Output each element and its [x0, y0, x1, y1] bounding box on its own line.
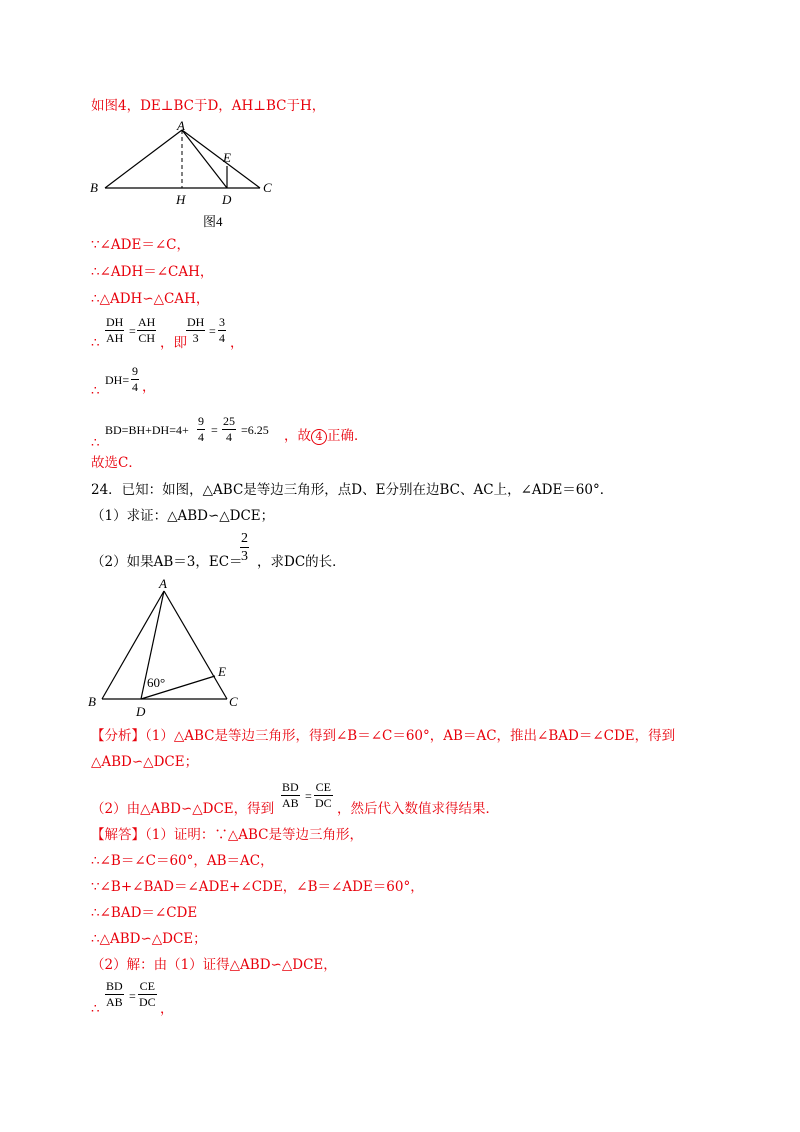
eq-sign-3: =: [211, 423, 218, 437]
intro-line: 如图4，DE⊥BC于D，AH⊥BC于H，: [91, 98, 326, 114]
frac-dh-ah: DH AH: [106, 315, 124, 345]
fig4-label-D: D: [222, 192, 232, 207]
analysis-frac-ce-dc: CE DC: [315, 780, 332, 810]
answer-frac-ce-dc: CE DC: [139, 979, 156, 1009]
fig4-label-A: A: [177, 118, 185, 133]
answer-tag: 【解答】: [91, 827, 145, 843]
frac-ah-ch: AH CH: [138, 315, 156, 345]
prev-therefore-2: ∴: [91, 383, 100, 399]
fig4-label-E: E: [223, 150, 231, 165]
analysis-line-3b: ，然后代入数值求得结果．: [337, 801, 499, 817]
answer-line-3: ∵∠B+∠BAD＝∠ADE+∠CDE，∠B＝∠ADE＝60°，: [91, 879, 424, 895]
bd-result: =6.25: [241, 423, 269, 437]
prev-line-1: ∵∠ADE＝∠C，: [91, 237, 190, 253]
fig24-label-D: D: [136, 704, 146, 719]
fig4-label-C: C: [263, 180, 272, 195]
eq-sign-1: =: [129, 324, 136, 338]
frac-9-4-b: 9 4: [198, 414, 204, 444]
analysis-line-2: △ABD∽△DCE；: [91, 754, 199, 770]
comma-1: ，: [230, 335, 244, 351]
fig24-label-E: E: [218, 664, 226, 679]
bd-prefix: BD=BH+DH=4+: [105, 423, 189, 437]
answer-line-4: ∴∠BAD＝∠CDE: [91, 905, 198, 921]
answer-line-5: ∴△ABD∽△DCE；: [91, 931, 207, 947]
eq-sign-2: =: [209, 324, 216, 338]
figure-24-diagram: [85, 576, 255, 721]
fig24-label-B: B: [88, 694, 96, 709]
answer-tail: ，: [160, 1001, 174, 1017]
frac-3-4: 3 4: [219, 315, 225, 345]
answer-frac-bd-ab: BD AB: [106, 979, 123, 1009]
analysis-eq: =: [305, 789, 312, 803]
ji-text: ，即: [160, 335, 187, 351]
q24-part1: （1）求证：△ABD∽△DCE；: [91, 508, 275, 524]
prev-therefore-3: ∴: [91, 435, 100, 451]
fig24-label-A: A: [159, 576, 167, 591]
answer-eq: =: [129, 989, 136, 1003]
frac-9-4-a: 9 4: [132, 364, 138, 394]
fig4-caption: 图4: [203, 214, 223, 229]
q24-frac-2-3: 2 3: [241, 531, 248, 564]
frac-25-4: 25 4: [223, 414, 235, 444]
q24-part2-a: （2）如果AB＝3，EC＝: [91, 554, 243, 570]
q24-stem: 24．已知：如图，△ABC是等边三角形，点D、E分别在边BC、AC上，∠ADE＝60°．: [91, 482, 614, 498]
analysis-frac-bd-ab: BD AB: [282, 780, 299, 810]
answer-line-2: ∴∠B＝∠C＝60°，AB＝AC，: [91, 853, 274, 869]
fig4-label-H: H: [176, 192, 186, 207]
bd-tail: ，故 4 正确．: [284, 428, 368, 444]
fig24-angle-label: 60°: [147, 675, 166, 690]
answer-line-6: （2）解：由（1）证得△ABD∽△DCE，: [91, 957, 337, 973]
comma-2: ，: [142, 379, 156, 395]
answer-therefore: ∴: [91, 1001, 100, 1017]
q24-part2-b: ，求DC的长．: [257, 554, 346, 570]
answer-line-1: 【解答】（1）证明：∵△ABC是等边三角形，: [91, 827, 363, 843]
figure-4-diagram: [85, 118, 285, 233]
prev-line-2: ∴∠ADH＝∠CAH，: [91, 264, 214, 280]
fig4-label-B: B: [90, 180, 98, 195]
circled-4: 4: [311, 429, 327, 445]
fig24-label-C: C: [229, 694, 238, 709]
dh-prefix: DH=: [105, 373, 130, 387]
prev-therefore-1: ∴: [91, 335, 100, 351]
conclusion-line: 故选C．: [91, 455, 142, 471]
prev-line-3: ∴△ADH∽△CAH，: [91, 291, 210, 307]
analysis-line-1: 【分析】（1）△ABC是等边三角形，得到∠B＝∠C＝60°，AB＝AC，推出∠BAD＝∠CDE，得到: [91, 728, 676, 744]
analysis-tag: 【分析】: [91, 728, 145, 744]
frac-dh-3: DH 3: [187, 315, 205, 345]
analysis-line-3a: （2）由△ABD∽△DCE，得到: [91, 801, 275, 817]
